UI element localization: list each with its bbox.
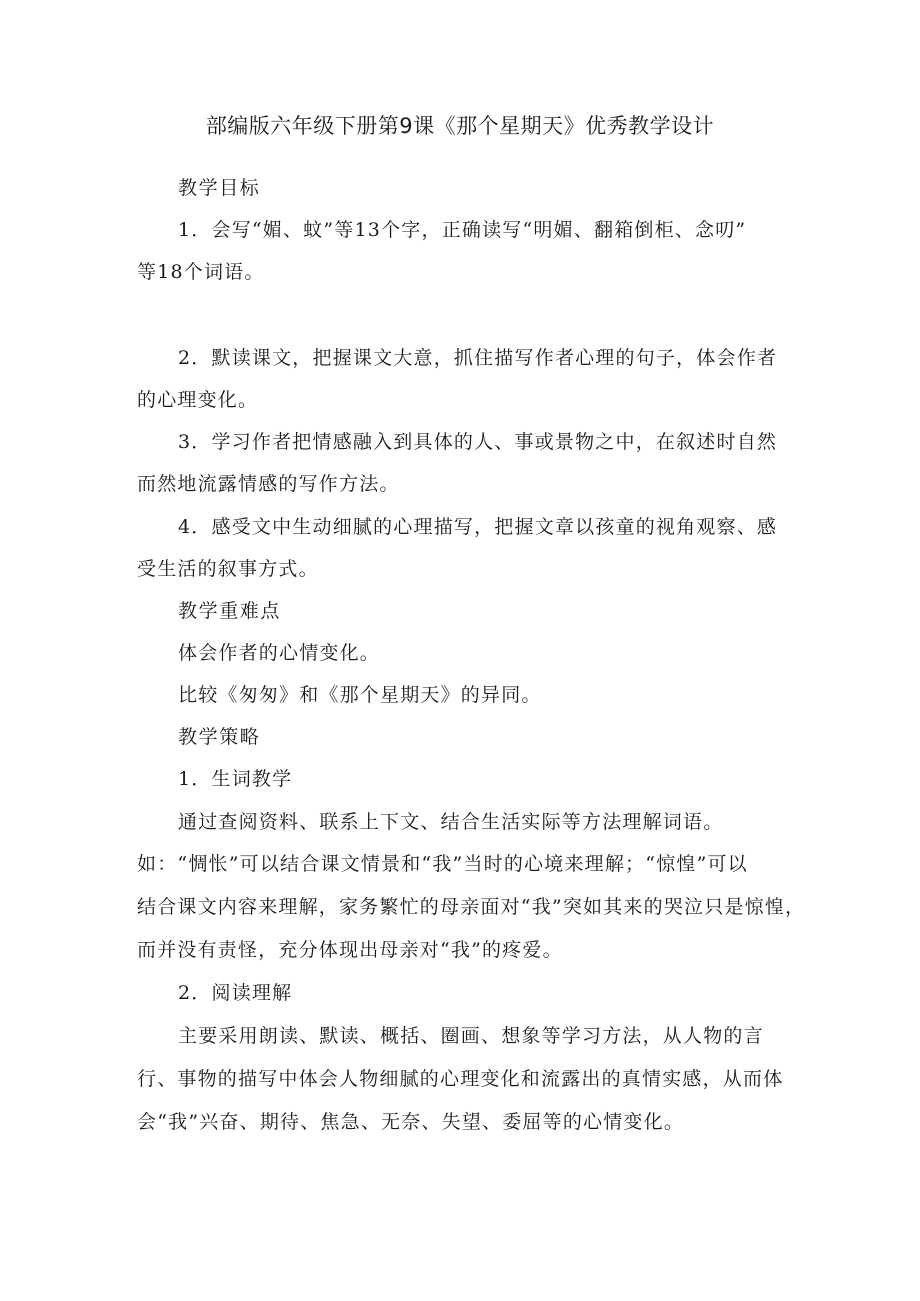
key-point-2: 比较《匆匆》和《那个星期天》的异同。 — [178, 684, 542, 706]
strategy-1-line-2: 如：“惆怅”可以结合课文情景和“我”当时的心境来理解；“惊惶”可以 — [137, 853, 748, 875]
strategy-1-line-4: 而并没有责怪，充分体现出母亲对“我”的疼爱。 — [137, 939, 563, 961]
document-title: 部编版六年级下册第9课《那个星期天》优秀教学设计 — [205, 114, 715, 138]
goal-1-line-1: 1．会写“媚、蚊”等13个字，正确读写“明媚、翻箱倒柜、念叨” — [178, 219, 747, 241]
strategy-2-line-2: 行、事物的描写中体会人物细腻的心理变化和流露出的真情实感，从而体 — [137, 1068, 784, 1090]
goal-3-line-1: 3．学习作者把情感融入到具体的人、事或景物之中，在叙述时自然 — [178, 431, 778, 453]
goal-4-line-1: 4．感受文中生动细腻的心理描写，把握文章以孩童的视角观察、感 — [178, 516, 778, 538]
strategy-2-line-3: 会“我”兴奋、期待、焦急、无奈、失望、委屈等的心情变化。 — [137, 1111, 685, 1133]
goal-1-line-2: 等18个词语。 — [137, 261, 265, 283]
strategy-1-line-1: 通过查阅资料、联系上下文、结合生活实际等方法理解词语。 — [178, 811, 724, 833]
section-heading-key-difficulties: 教学重难点 — [178, 600, 282, 622]
strategy-1-heading: 1．生词教学 — [178, 768, 293, 790]
strategy-2-line-1: 主要采用朗读、默读、概括、圈画、想象等学习方法，从人物的言 — [178, 1025, 764, 1047]
key-point-1: 体会作者的心情变化。 — [178, 642, 381, 664]
goal-2-line-2: 的心理变化。 — [137, 389, 259, 411]
goal-3-line-2: 而然地流露情感的写作方法。 — [137, 473, 400, 495]
strategy-2-heading: 2．阅读理解 — [178, 982, 293, 1004]
goal-4-line-2: 受生活的叙事方式。 — [137, 558, 319, 580]
strategy-1-line-3: 结合课文内容来理解，家务繁忙的母亲面对“我”突如其来的哭泣只是惊惶， — [137, 896, 806, 918]
section-heading-teaching-goals: 教学目标 — [178, 177, 261, 199]
goal-2-line-1: 2．默读课文，把握课文大意，抓住描写作者心理的句子，体会作者 — [178, 347, 778, 369]
section-heading-teaching-strategy: 教学策略 — [178, 726, 261, 748]
